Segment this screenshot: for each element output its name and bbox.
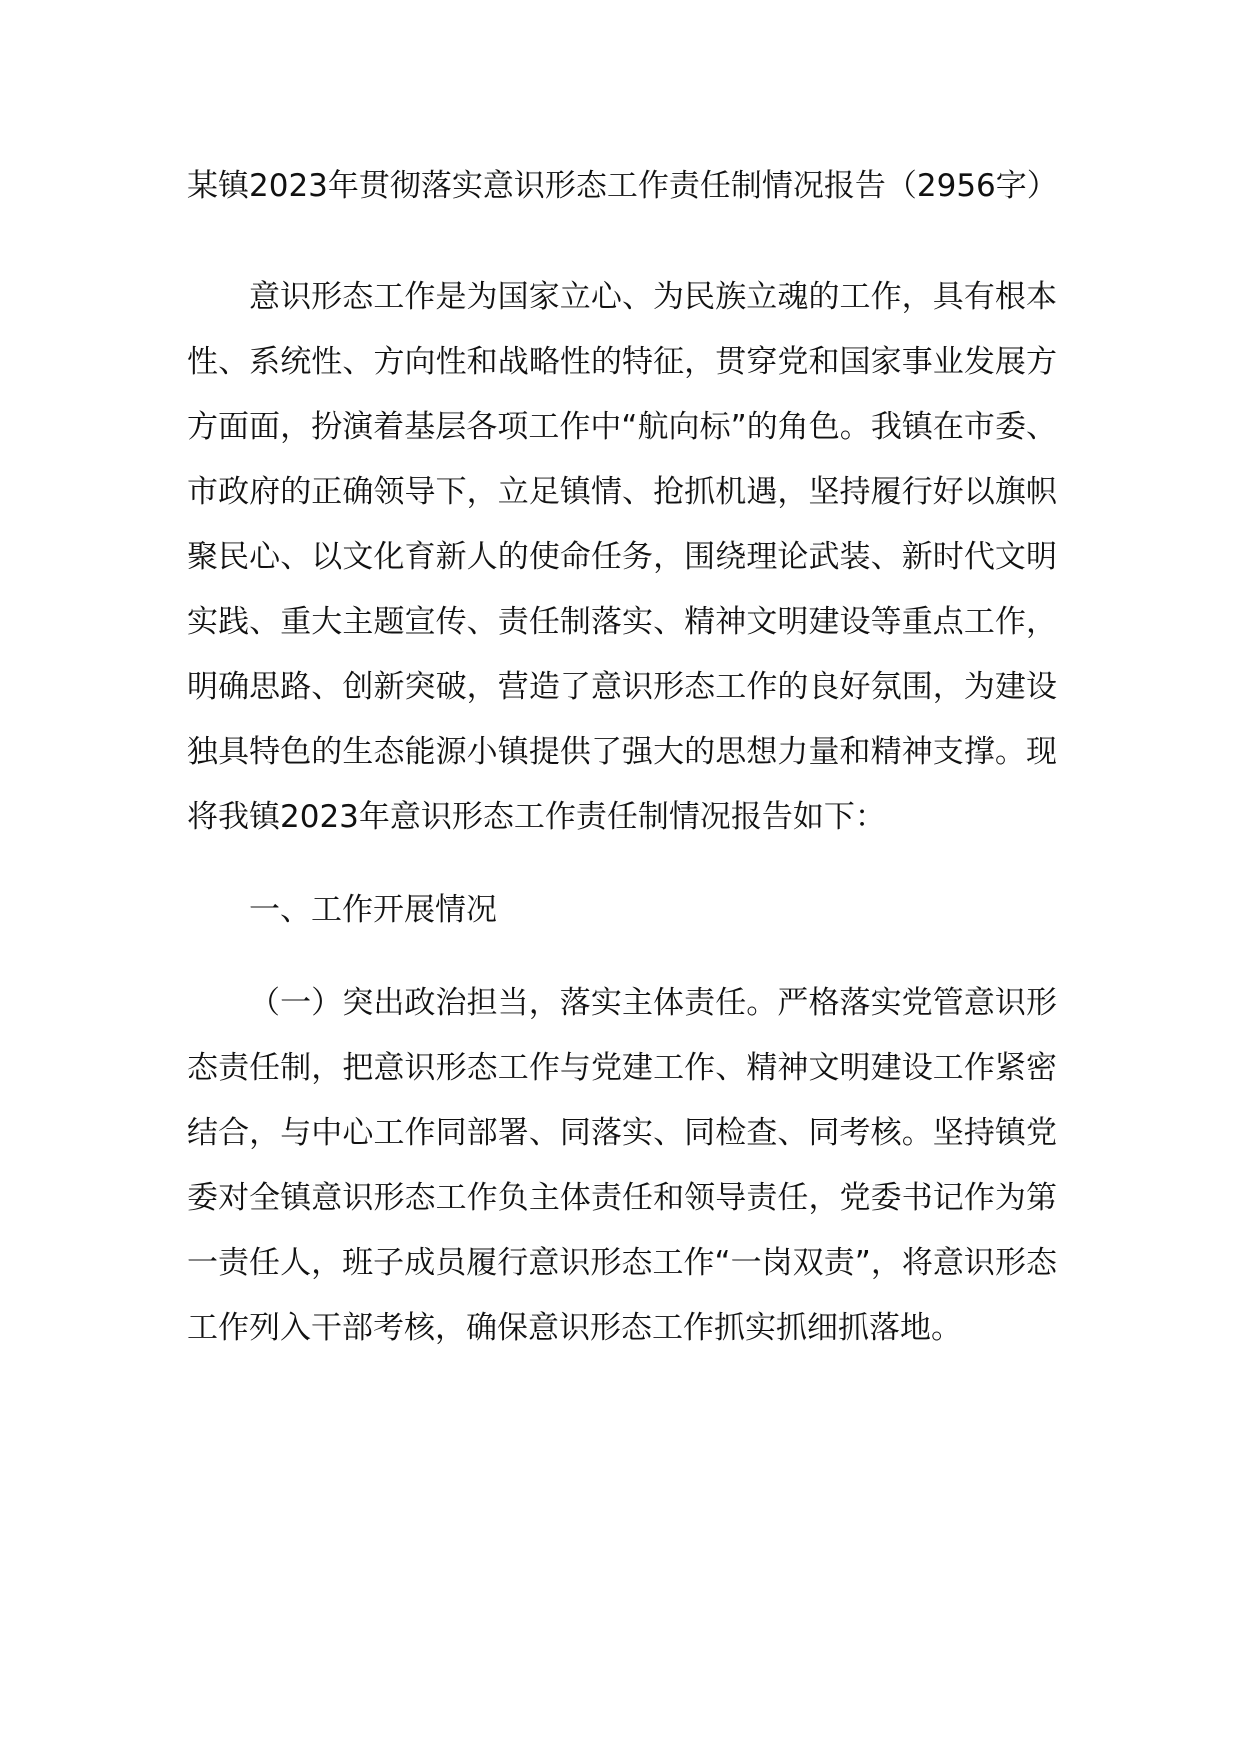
section-heading: 一、工作开展情况 [249,892,497,928]
document-title: 某镇2023年贯彻落实意识形态工作责任制情况报告（2956字） [187,168,1058,204]
section-1-paragraph: （一）突出政治担当，落实主体责任。严格落实党管意识形态责任制，把意识形态工作与党建工作、精神文明建设工作紧密结合，与中心工作同部署、同落实、同检查、同考核。坚持镇党委对全镇意识形态工作负主体责任和领导责任，党委书记作为第一责任人，班子成员履行意识形态工作“一岗双责”，将意识形态工作列入干部考核，确保意识形态工作抓实抓细抓落地。 [187,985,1057,1346]
document-page [187,160,1057,1361]
intro-paragraph: 意识形态工作是为国家立心、为民族立魂的工作，具有根本性、系统性、方向性和战略性的特征，贯穿党和国家事业发展方方面面，扮演着基层各项工作中“航向标”的角色。我镇在市委、市政府的正确领导下，立足镇情、抢抓机遇，坚持履行好以旗帜聚民心、以文化育新人的使命任务，围绕理论武装、新时代文明实践、重大主题宣传、责任制落实、精神文明建设等重点工作，明确思路、创新突破，营造了意识形态工作的良好氛围，为建设独具特色的生态能源小镇提供了强大的思想力量和精神支撑。现将我镇2023年意识形态工作责任制情况报告如下： [187,279,1057,835]
